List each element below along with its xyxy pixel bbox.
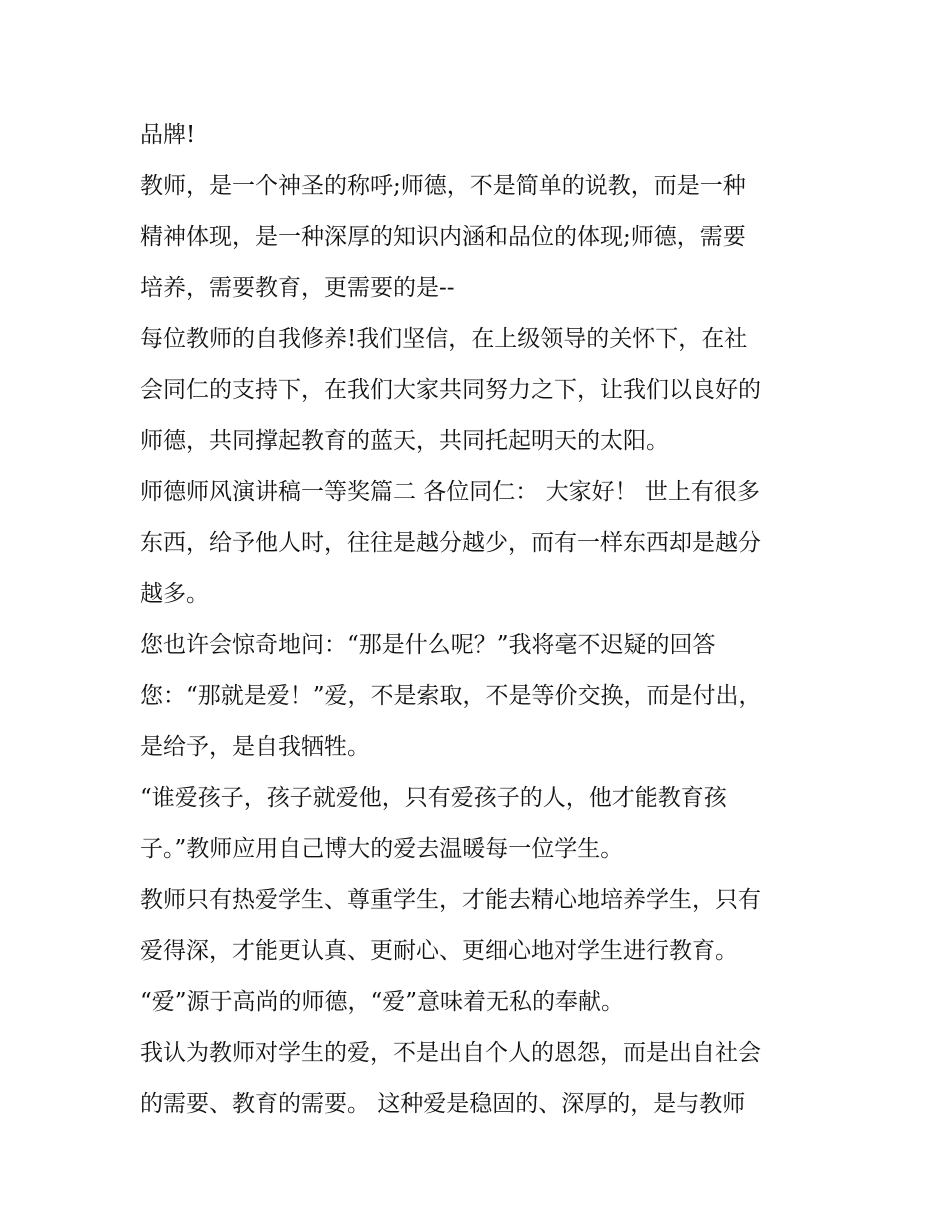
text-line: “谁爱孩子，孩子就爱他，只有爱孩子的人，他才能教育孩 (140, 785, 727, 811)
text-line: 您也许会惊奇地问：“那是什么呢？”我将毫不迟疑的回答 (140, 632, 716, 658)
text-line: 爱得深，才能更认真、更耐心、更细心地对学生进行教育。 (140, 938, 738, 964)
text-line: 是给予，是自我牺牲。 (140, 734, 370, 760)
text-line: 精神体现，是一种深厚的知识内涵和品位的体现;师德，需要 (140, 224, 746, 250)
text-line: 越多。 (140, 581, 209, 607)
text-line: “爱”源于高尚的师德，“爱”意味着无私的奉献。 (140, 989, 625, 1015)
text-line: 师德师风演讲稿一等奖篇二 各位同仁： 大家好！ 世上有很多 (140, 479, 760, 505)
text-line: 教师只有热爱学生、尊重学生，才能去精心地培养学生，只有 (140, 887, 761, 913)
text-line: 我认为教师对学生的爱，不是出自个人的恩怨，而是出自社会 (140, 1040, 761, 1066)
text-line: 您：“那就是爱！”爱，不是索取，不是等价交换，而是付出， (140, 683, 762, 709)
text-line: 子。”教师应用自己博大的爱去温暖每一位学生。 (140, 836, 624, 862)
text-line: 的需要、教育的需要。 这种爱是稳固的、深厚的，是与教师 (140, 1091, 746, 1117)
text-line: 东西，给予他人时，往往是越分越少，而有一样东西却是越分 (140, 530, 761, 556)
text-line: 教师，是一个神圣的称呼;师德，不是简单的说教，而是一种 (140, 173, 746, 199)
text-line: 会同仁的支持下，在我们大家共同努力之下，让我们以良好的 (140, 377, 761, 403)
text-line: 师德，共同撑起教育的蓝天，共同托起明天的太阳。 (140, 428, 669, 454)
text-line: 培养，需要教育，更需要的是-- (140, 275, 455, 301)
document-body (140, 110, 820, 1130)
text-line: 品牌! (140, 122, 196, 148)
text-line: 每位教师的自我修养!我们坚信，在上级领导的关怀下，在社 (140, 326, 748, 352)
